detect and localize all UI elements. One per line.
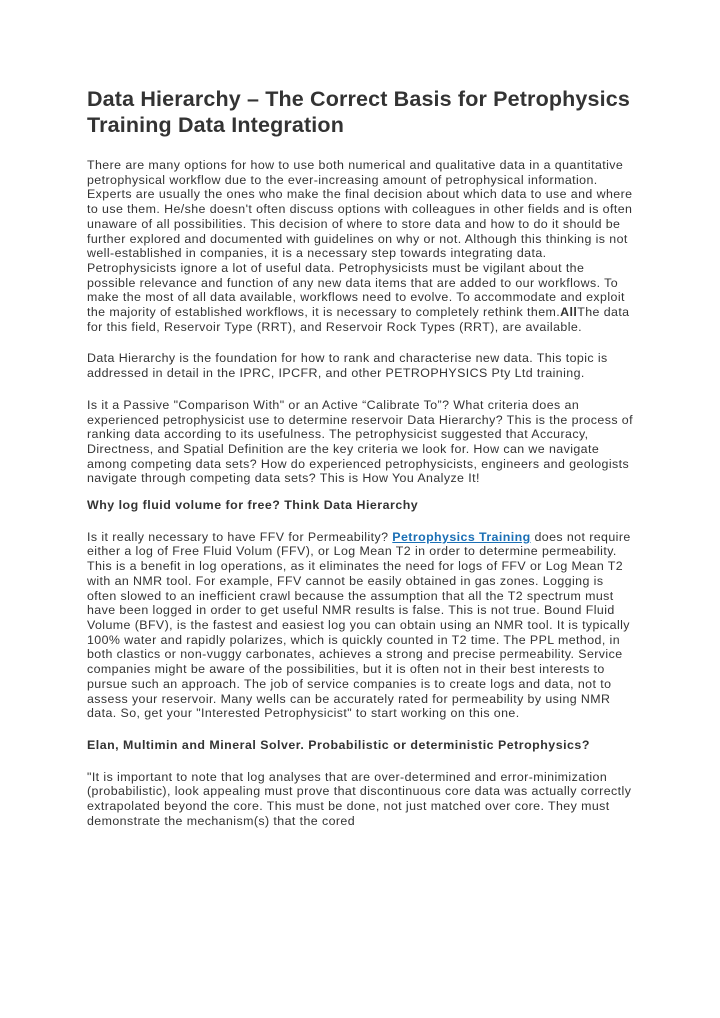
petrophysics-training-link[interactable]: Petrophysics Training bbox=[392, 529, 531, 544]
article-title: Data Hierarchy – The Correct Basis for Petrophysics Training Data Integration bbox=[87, 87, 630, 137]
intro-text: There are many options for how to use both numerical and qualitative data in a quantitative petrophysical workflow due to the ever-increasing amount of petrophysical information. Experts are usually the ones who make the final decision about which data to use and where to use them. He/she doesn't often discuss options with colleagues in other fields and is often unaware of all possibilities. This decision of where to store data and how to do it should be further explored and documented with guidelines on why or not. Although this thinking is not well-established in companies, it is a necessary step towards integrating data. Petrophysicists ignore a lot of useful data. Petrophysicists must be vigilant about the possible relevance and function of any new data items that are added to our workflows. To make the most of all data available, workflows need to evolve. To accommodate and exploit the majority of established workflows, it is necessary to completely rethink them. bbox=[87, 158, 633, 320]
section-heading-elan-multimin: Elan, Multimin and Mineral Solver. Probabilistic or deterministic Petrophysics? bbox=[87, 737, 590, 752]
intro-text-end: The data for this field, Reservoir Type (RRT), and Reservoir Rock Types (RRT), are available. bbox=[87, 305, 630, 334]
permeability-text-start: Is it really necessary to have FFV for Permeability? bbox=[87, 529, 393, 544]
permeability-text: does not require either a log of Free Fluid Volum (FFV), or Log Mean T2 in order to determine permeability. This is a benefit in log operations, as it eliminates the need for logs of FFV or Log Mean T2 with an NMR tool. For example, FFV cannot be easily obtained in gas zones. Logging is often slowed to an inefficient crawl because the assumption that all the T2 spectrum must have been logged in order to get useful NMR results is false. This is not true. Bound Fluid Volume (BFV), is the fastest and easiest log you can obtain using an NMR tool. It is typically 100% water and rapidly polarizes, which is quickly counted in T2 time. The PPL method, in both clastics or non-vuggy carbonates, achieves a strong and precise permeability. Service companies might be aware of the possibilities, but it is often not in their best interests to pursue such an approach. The job of service companies is to create logs and data, not to assess your reservoir. Many wells can be accurately rated for permeability by using NMR data. So, get your "Interested Petrophysicist" to start working on this one. bbox=[87, 529, 631, 721]
permeability-paragraph bbox=[87, 530, 634, 721]
intro-bold-word: All bbox=[560, 305, 578, 320]
section-heading-fluid-volume: Why log fluid volume for free? Think Data Hierarchy bbox=[87, 498, 419, 513]
intro-paragraph bbox=[87, 158, 634, 334]
criteria-paragraph: Is it a Passive "Comparison With" or an Active “Calibrate To”? What criteria does an experienced petrophysicist use to determine reservoir Data Hierarchy? This is the process of ranking data according to its usefulness. The petrophysicist suggested that Accuracy, Directness, and Spatial Definition are the key criteria we look for. How can we navigate among competing data sets? How do experienced petrophysicists, engineers and geologists navigate through competing data sets? This is How You Analyze It! bbox=[87, 397, 633, 486]
log-analysis-paragraph: "It is important to note that log analyses that are over-determined and error-minimization (probabilistic), look appealing must prove that discontinuous core data was actually correctly extrapolated beyond the core. This must be done, not just matched over core. They must demonstrate the mechanism(s) that the cored bbox=[87, 769, 632, 828]
data-hierarchy-paragraph: Data Hierarchy is the foundation for how to rank and characterise new data. This topic is addressed in detail in the IPRC, IPCFR, and other PETROPHYSICS Pty Ltd training. bbox=[87, 351, 608, 381]
